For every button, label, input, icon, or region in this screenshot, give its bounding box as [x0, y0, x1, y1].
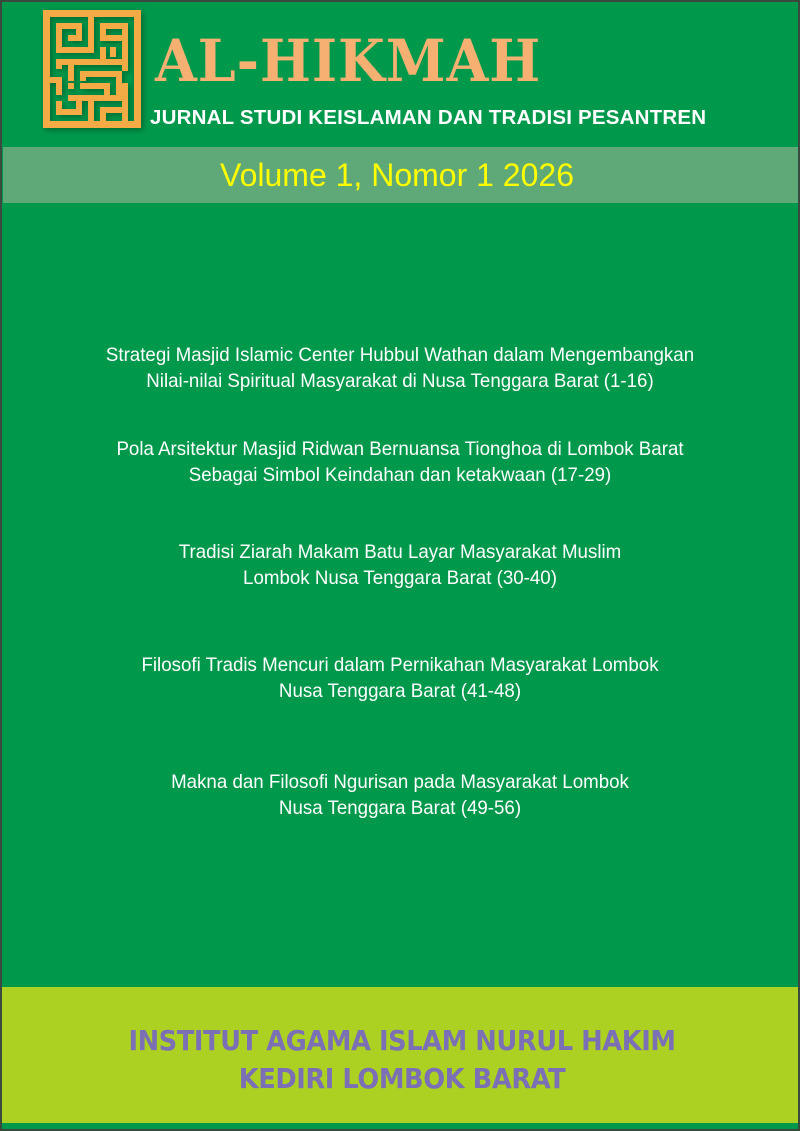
article-entry[interactable] — [18, 539, 782, 591]
publisher-line-1: INSTITUT AGAMA ISLAM NURUL HAKIM — [128, 1024, 676, 1057]
journal-title: AL-HIKMAH — [155, 27, 542, 95]
kufic-logo-icon — [43, 10, 141, 128]
article-title-line-1: Makna dan Filosofi Ngurisan pada Masyarakat Lombok — [171, 771, 629, 793]
article-entry[interactable] — [18, 436, 782, 488]
volume-banner — [3, 147, 798, 203]
publisher-name — [34, 1022, 770, 1098]
article-title-line-1: Filosofi Tradis Mencuri dalam Pernikahan Masyarakat Lombok — [141, 654, 659, 676]
article-title-line-1: Tradisi Ziarah Makam Batu Layar Masyarakat Muslim — [178, 541, 622, 563]
article-entry[interactable] — [18, 342, 782, 394]
article-title-line-2: Nusa Tenggara Barat (49-56) — [278, 797, 522, 819]
journal-subtitle: JURNAL STUDI KEISLAMAN DAN TRADISI PESANTREN — [150, 106, 707, 129]
article-title-line-2: Nilai-nilai Spiritual Masyarakat di Nusa Tenggara Barat (1-16) — [146, 370, 654, 392]
article-entry[interactable] — [18, 652, 782, 704]
volume-number: Volume 1, Nomor 1 2026 — [220, 157, 574, 193]
article-entry[interactable] — [18, 769, 782, 821]
publisher-line-2: KEDIRI LOMBOK BARAT — [238, 1062, 566, 1095]
publisher-banner — [2, 987, 798, 1123]
article-title-line-1: Strategi Masjid Islamic Center Hubbul Wathan dalam Mengembangkan — [105, 344, 695, 366]
article-title-line-2: Sebagai Simbol Keindahan dan ketakwaan (17-29) — [188, 464, 612, 486]
article-title-line-2: Lombok Nusa Tenggara Barat (30-40) — [243, 567, 557, 589]
article-title-line-1: Pola Arsitektur Masjid Ridwan Bernuansa Tionghoa di Lombok Barat — [116, 438, 684, 460]
article-title-line-2: Nusa Tenggara Barat (41-48) — [278, 680, 522, 702]
journal-cover — [2, 2, 798, 1129]
